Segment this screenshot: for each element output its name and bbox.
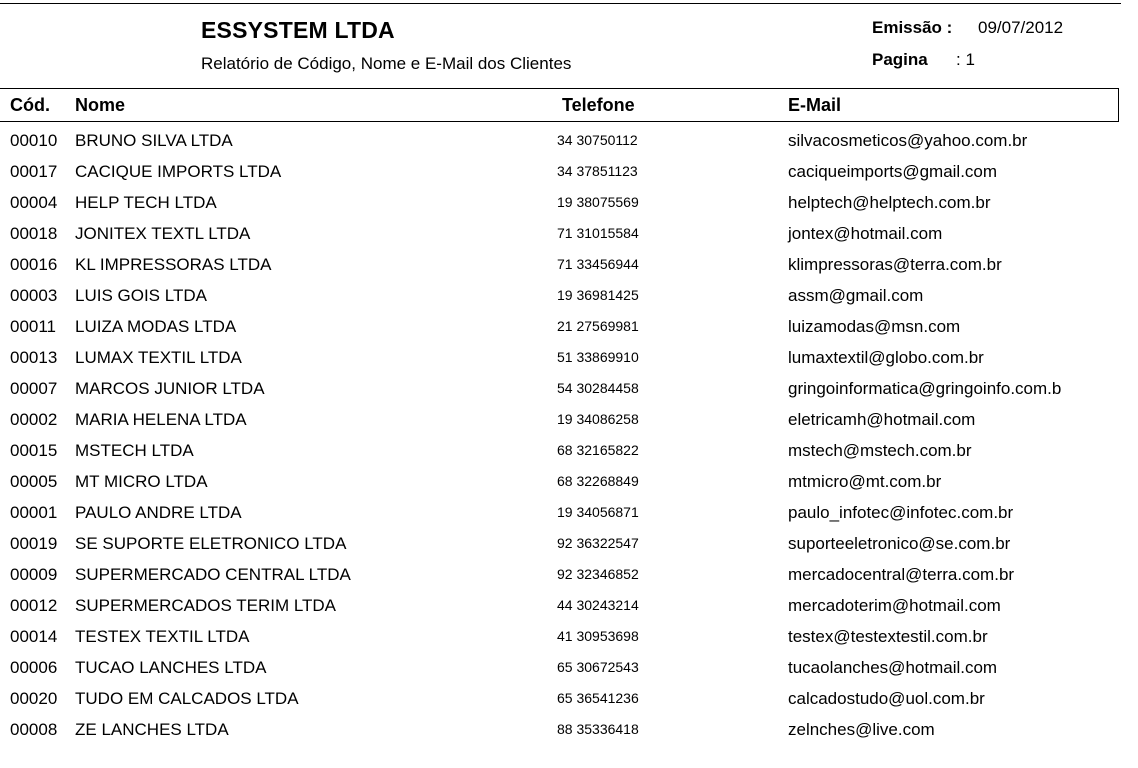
client-phone: 19 36981425 (557, 287, 639, 303)
company-name: ESSYSTEM LTDA (201, 17, 395, 43)
client-name: JONITEX TEXTL LTDA (75, 224, 251, 243)
client-phone: 21 27569981 (557, 318, 639, 334)
client-phone: 41 30953698 (557, 628, 639, 644)
table-row (0, 405, 1121, 436)
client-name: CACIQUE IMPORTS LTDA (75, 162, 282, 181)
client-email: eletricamh@hotmail.com (788, 410, 976, 429)
client-email: calcadostudo@uol.com.br (788, 689, 985, 708)
client-name: SUPERMERCADO CENTRAL LTDA (75, 565, 351, 584)
client-email: mercadoterim@hotmail.com (788, 596, 1001, 615)
column-header-cod: Cód. (10, 95, 50, 115)
table-row (0, 529, 1121, 560)
pagina-label: Pagina (872, 50, 928, 69)
column-header-telefone: Telefone (562, 95, 635, 115)
client-email: mercadocentral@terra.com.br (788, 565, 1015, 584)
client-code: 00012 (10, 596, 58, 615)
client-phone: 34 30750112 (557, 132, 638, 148)
client-phone: 92 32346852 (557, 566, 639, 582)
client-email: gringoinformatica@gringoinfo.com.b (788, 379, 1062, 398)
table-row (0, 157, 1121, 188)
client-phone: 19 38075569 (557, 194, 639, 210)
client-code: 00017 (10, 162, 58, 181)
top-rule (0, 3, 1121, 4)
pagina-value: : 1 (956, 50, 975, 69)
client-email: paulo_infotec@infotec.com.br (788, 503, 1014, 522)
client-code: 00018 (10, 224, 58, 243)
client-name: LUMAX TEXTIL LTDA (75, 348, 242, 367)
client-phone: 51 33869910 (557, 349, 639, 365)
client-code: 00005 (10, 472, 58, 491)
client-name: MSTECH LTDA (75, 441, 194, 460)
client-name: HELP TECH LTDA (75, 193, 217, 212)
table-row (0, 684, 1121, 715)
client-email: lumaxtextil@globo.com.br (788, 348, 984, 367)
client-email: zelnches@live.com (788, 720, 935, 739)
client-name: MARCOS JUNIOR LTDA (75, 379, 265, 398)
client-code: 00019 (10, 534, 58, 553)
client-phone: 65 30672543 (557, 659, 639, 675)
client-name: MT MICRO LTDA (75, 472, 208, 491)
table-row (0, 591, 1121, 622)
client-code: 00011 (10, 317, 57, 336)
client-name: PAULO ANDRE LTDA (75, 503, 242, 522)
client-phone: 92 36322547 (557, 535, 639, 551)
client-email: tucaolanches@hotmail.com (788, 658, 998, 677)
client-name: TUDO EM CALCADOS LTDA (75, 689, 299, 708)
client-code: 00010 (10, 131, 58, 150)
table-row (0, 560, 1121, 591)
client-name: SUPERMERCADOS TERIM LTDA (75, 596, 337, 615)
emissao-value: 09/07/2012 (978, 18, 1064, 37)
table-row (0, 343, 1121, 374)
client-email: helptech@helptech.com.br (788, 193, 991, 212)
client-code: 00008 (10, 720, 58, 739)
table-row (0, 188, 1121, 219)
client-code: 00001 (10, 503, 58, 522)
table-row (0, 281, 1121, 312)
column-header-bar (0, 88, 1119, 122)
column-header-email: E-Mail (788, 95, 842, 115)
table-row (0, 498, 1121, 529)
table-row (0, 219, 1121, 250)
client-name: SE SUPORTE ELETRONICO LTDA (75, 534, 347, 553)
client-name: LUIS GOIS LTDA (75, 286, 207, 305)
client-code: 00020 (10, 689, 58, 708)
client-email: klimpressoras@terra.com.br (788, 255, 1002, 274)
report-subtitle: Relatório de Código, Nome e E-Mail dos Clientes (201, 54, 572, 73)
client-phone: 19 34056871 (557, 504, 639, 520)
client-email: silvacosmeticos@yahoo.com.br (788, 131, 1028, 150)
client-phone: 19 34086258 (557, 411, 639, 427)
emissao-label: Emissão : (872, 18, 953, 37)
client-code: 00015 (10, 441, 58, 460)
table-row (0, 126, 1121, 157)
client-code: 00006 (10, 658, 58, 677)
client-code: 00014 (10, 627, 58, 646)
client-code: 00004 (10, 193, 58, 212)
client-code: 00003 (10, 286, 58, 305)
table-row (0, 436, 1121, 467)
table-row (0, 250, 1121, 281)
client-email: testex@testextestil.com.br (788, 627, 988, 646)
client-phone: 65 36541236 (557, 690, 639, 706)
client-email: mstech@mstech.com.br (788, 441, 972, 460)
client-email: luizamodas@msn.com (788, 317, 961, 336)
client-email: jontex@hotmail.com (788, 224, 943, 243)
client-phone: 71 33456944 (557, 256, 639, 272)
client-code: 00013 (10, 348, 58, 367)
client-name: MARIA HELENA LTDA (75, 410, 247, 429)
client-name: KL IMPRESSORAS LTDA (75, 255, 272, 274)
table-row (0, 622, 1121, 653)
table-row (0, 312, 1121, 343)
client-phone: 68 32165822 (557, 442, 639, 458)
client-name: BRUNO SILVA LTDA (75, 131, 233, 150)
client-code: 00009 (10, 565, 58, 584)
table-row (0, 653, 1121, 684)
client-code: 00016 (10, 255, 58, 274)
client-name: TESTEX TEXTIL LTDA (75, 627, 250, 646)
client-name: TUCAO LANCHES LTDA (75, 658, 267, 677)
table-row (0, 467, 1121, 498)
client-phone: 88 35336418 (557, 721, 639, 737)
column-header-nome: Nome (75, 95, 126, 115)
client-table (0, 126, 1121, 746)
table-row (0, 715, 1121, 746)
client-code: 00007 (10, 379, 58, 398)
client-phone: 68 32268849 (557, 473, 639, 489)
client-phone: 44 30243214 (557, 597, 639, 613)
client-code: 00002 (10, 410, 58, 429)
client-phone: 54 30284458 (557, 380, 639, 396)
client-email: suporteeletronico@se.com.br (788, 534, 1011, 553)
client-name: LUIZA MODAS LTDA (75, 317, 237, 336)
client-email: caciqueimports@gmail.com (788, 162, 998, 181)
client-phone: 34 37851123 (557, 163, 638, 179)
client-email: assm@gmail.com (788, 286, 924, 305)
table-row (0, 374, 1121, 405)
client-email: mtmicro@mt.com.br (788, 472, 942, 491)
client-name: ZE LANCHES LTDA (75, 720, 229, 739)
client-phone: 71 31015584 (557, 225, 639, 241)
